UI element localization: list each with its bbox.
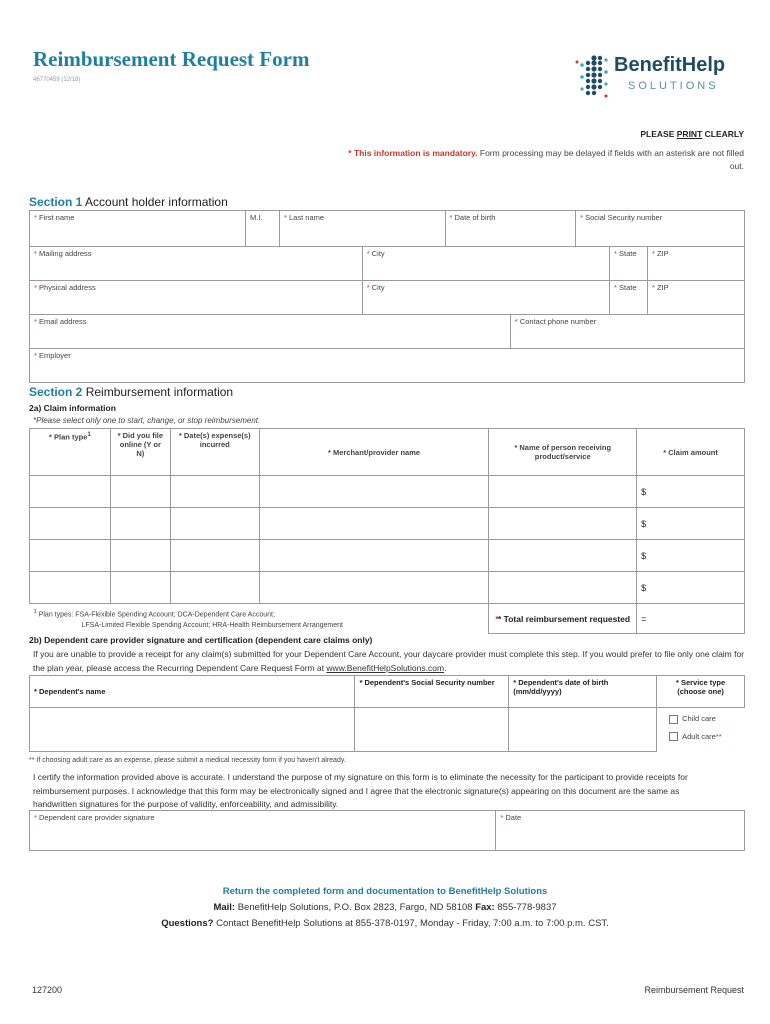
return-instructions: Return the completed form and documentation to BenefitHelp Solutions	[222, 886, 548, 897]
page-code: 127200	[32, 985, 63, 995]
merchant-cell[interactable]	[259, 508, 489, 540]
table-row	[30, 508, 745, 540]
mailing-address-field[interactable]: * Mailing address	[30, 247, 363, 281]
filed-online-cell[interactable]	[110, 540, 170, 572]
physical-city-field[interactable]: * City	[362, 281, 609, 315]
website-link[interactable]: www.BenefitHelpSolutions.com	[326, 662, 445, 673]
provider-signature-field[interactable]: * Dependent care provider signature	[30, 811, 496, 851]
logo-wordmark: BenefitHelp	[614, 54, 726, 76]
dependent-dob-cell[interactable]	[509, 708, 657, 752]
logo-subtitle: SOLUTIONS	[628, 80, 719, 92]
mail-fax-line: Mail: BenefitHelp Solutions, P.O. Box 2823, Fargo, ND 58108 Fax: 855-778-9837	[213, 902, 557, 913]
plan-type-cell[interactable]	[30, 476, 111, 508]
physical-address-field[interactable]: * Physical address	[30, 281, 363, 315]
adult-care-option[interactable]: Adult care**	[669, 732, 740, 742]
ssn-field[interactable]: * Social Security number	[576, 211, 745, 247]
section-2-heading: Section 2 Reimbursement information	[29, 385, 234, 399]
col-dates: * Date(s) expense(s) incurred	[170, 429, 259, 476]
merchant-cell[interactable]	[259, 476, 489, 508]
merchant-cell[interactable]	[259, 540, 489, 572]
filed-online-cell[interactable]	[110, 476, 170, 508]
claim-amount-cell[interactable]: $	[637, 476, 745, 508]
account-holder-table	[29, 210, 745, 383]
section-1-heading: Section 1 Account holder information	[29, 195, 228, 209]
dates-cell[interactable]	[170, 476, 259, 508]
claim-info-heading: 2a) Claim information	[29, 403, 116, 413]
mandatory-notice: * This information is mandatory. Form processing may be delayed if fields with an asterisk are not filled out.	[348, 148, 744, 171]
questions-line: Questions? Contact BenefitHelp Solutions at 855-378-0197, Monday - Friday, 7:00 a.m. to 7:00 p.m. CST.	[161, 918, 609, 929]
certification-text: I certify the information provided above is accurate. I understand the purpose of my signature on this form is to eliminate the necessity for the participant to provide receipts for reimbursement purposes. I acknowledge that this form may be electronically signed and I agree that the electronic signature(s) appearing on this document are the same as handwritten signatures for the purpose of validity, enforceability, and admissibility.	[33, 772, 688, 809]
total-amount-field[interactable]: =	[637, 604, 745, 634]
child-care-checkbox[interactable]	[669, 715, 678, 724]
physical-state-field[interactable]: * State	[610, 281, 648, 315]
dependent-name-cell[interactable]	[30, 708, 355, 752]
col-service-type: * Service type (choose one)	[657, 676, 745, 708]
dates-cell[interactable]	[170, 508, 259, 540]
table-row	[30, 572, 745, 604]
claims-table	[29, 428, 745, 634]
last-name-field[interactable]: * Last name	[280, 211, 446, 247]
col-claim-amount: * Claim amount	[637, 429, 745, 476]
filed-online-cell[interactable]	[110, 572, 170, 604]
merchant-cell[interactable]	[259, 572, 489, 604]
child-care-option[interactable]: Child care	[669, 714, 740, 724]
logo-dots-icon	[572, 52, 612, 102]
print-clearly-notice: PLEASE PRINT CLEARLY	[640, 129, 744, 139]
service-type-options	[657, 708, 745, 752]
col-plan-type: * Plan type$^1$	[30, 429, 111, 476]
signature-date-field[interactable]: * Date	[496, 811, 745, 851]
adult-care-note: ** If choosing adult care as an expense, please submit a medical necessity form if you haven't already.	[29, 757, 346, 764]
person-cell[interactable]	[489, 476, 637, 508]
mi-field[interactable]: M.I.	[246, 211, 280, 247]
col-merchant: * Merchant/provider name	[259, 429, 489, 476]
table-row	[30, 540, 745, 572]
dependent-ssn-cell[interactable]	[355, 708, 509, 752]
claim-note: *Please select only one to start, change, or stop reimbursement.	[33, 416, 261, 425]
dependent-table	[29, 675, 745, 752]
col-filed-online: * Did you file online (Y or N)	[110, 429, 170, 476]
claim-amount-cell[interactable]: $	[637, 540, 745, 572]
mailing-city-field[interactable]: * City	[362, 247, 609, 281]
physical-zip-field[interactable]: * ZIP	[648, 281, 745, 315]
plan-type-footnote: $^1$ Plan types: FSA-Flexible Spending Account; DCA-Dependent Care Account; LFSA-Limited Flexible Spending Account; HRA-Health Reimbursement Arrangement	[30, 604, 489, 634]
col-dependent-dob: * Dependent's date of birth (mm/dd/yyyy)	[509, 676, 657, 708]
logo	[570, 52, 750, 102]
person-cell[interactable]	[489, 572, 637, 604]
col-person: * Name of person receiving product/service	[489, 429, 637, 476]
table-row	[30, 708, 745, 752]
signature-table	[29, 810, 745, 851]
filed-online-cell[interactable]	[110, 508, 170, 540]
person-cell[interactable]	[489, 540, 637, 572]
dependent-care-instructions: If you are unable to provide a receipt for any claim(s) submitted for your Dependent Care Account, your daycare provider must complete this step. If you would prefer to file only one claim for the plan year, please access the Recurring Dependent Care Request Form at www.BenefitHelpSolutions.com.	[33, 649, 745, 673]
total-label: * * Total reimbursement requested	[489, 604, 637, 634]
plan-type-cell[interactable]	[30, 540, 111, 572]
first-name-field[interactable]: * First name	[30, 211, 246, 247]
person-cell[interactable]	[489, 508, 637, 540]
dependent-care-heading: 2b) Dependent care provider signature and certification (dependent care claims only)	[29, 635, 373, 645]
claim-amount-cell[interactable]: $	[637, 572, 745, 604]
adult-care-checkbox[interactable]	[669, 732, 678, 741]
dates-cell[interactable]	[170, 540, 259, 572]
form-id: 46770459 (12/18)	[33, 77, 81, 83]
dob-field[interactable]: * Date of birth	[445, 211, 576, 247]
email-field[interactable]: * Email address	[30, 315, 511, 349]
mailing-state-field[interactable]: * State	[610, 247, 648, 281]
employer-field[interactable]: * Employer	[30, 349, 745, 383]
phone-field[interactable]: * Contact phone number	[510, 315, 744, 349]
plan-type-cell[interactable]	[30, 572, 111, 604]
dates-cell[interactable]	[170, 572, 259, 604]
col-dependent-ssn: * Dependent's Social Security number	[355, 676, 509, 708]
col-dependent-name: * Dependent's name	[30, 676, 355, 708]
page-title: Reimbursement Request Form	[33, 47, 310, 71]
table-row	[30, 476, 745, 508]
claim-amount-cell[interactable]: $	[637, 508, 745, 540]
page-name: Reimbursement Request	[644, 985, 744, 995]
mailing-zip-field[interactable]: * ZIP	[648, 247, 745, 281]
plan-type-cell[interactable]	[30, 508, 111, 540]
